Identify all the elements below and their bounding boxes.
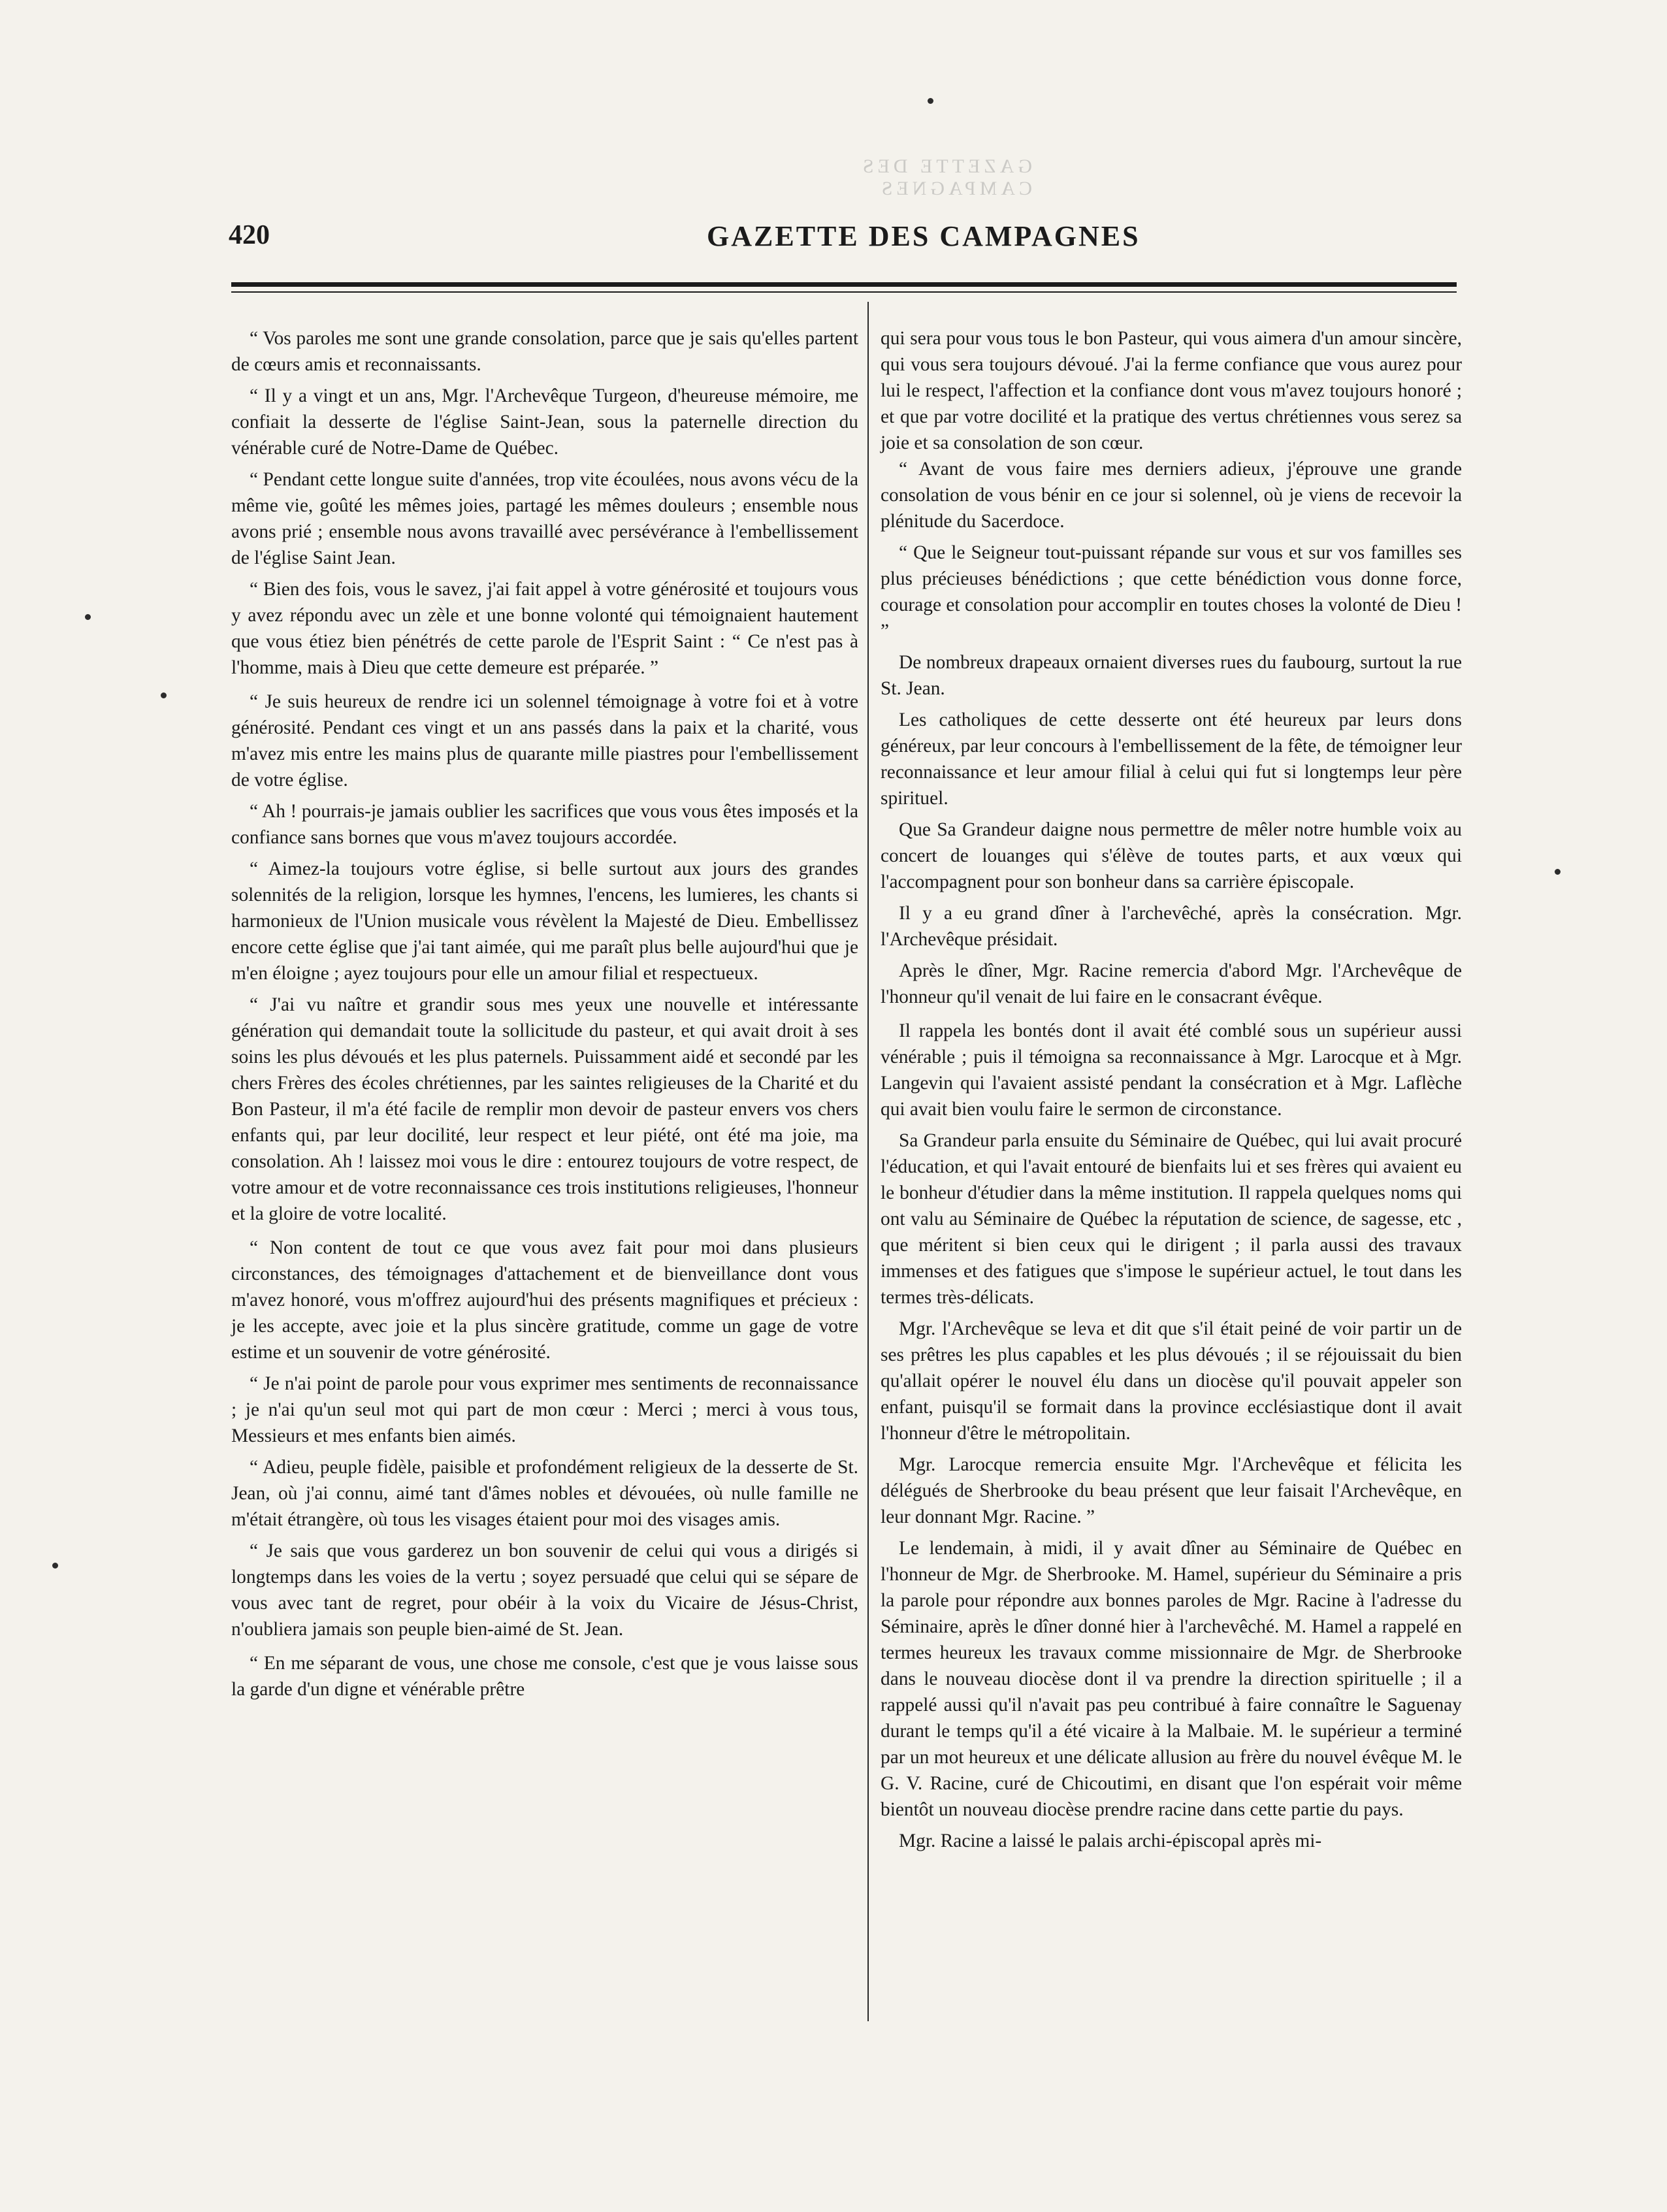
header-rule-thin [231,291,1457,293]
paragraph: Que Sa Grandeur daigne nous permettre de mêler notre humble voix au concert de louanges qui s'élève de toutes parts, et aux vœux qui l'accompagnent pour son bonheur dans sa carrière épiscopale. [881,819,1462,892]
ink-speck [161,692,167,698]
ink-speck [928,98,933,104]
paragraph: Sa Grandeur parla ensuite du Séminaire de Québec, qui lui avait procuré l'éducation, et qui l'avait entouré de bienfaits lui et ses frères qui avaient eu le bonheur d'étudier dans la même institution. Il rappela quelques noms qui ont valu au Séminaire de Québec la réputation de science, de sagesse, etc , que méritent si bien ceux qui le dirigent ; il parla aussi des travaux immenses et des fatigues que s'impose le supérieur actuel, le tout dans les termes très-délicats. [881,1130,1462,1308]
paragraph: “ Aimez-la toujours votre église, si belle surtout aux jours des grandes solennités de la religion, lorsque les hymnes, l'encens, les lumieres, les chants si harmonieux de l'Union musicale vous révèlent la Majesté de Dieu. Embellissez encore cette église que j'ai tant aimée, qui me paraît plus belle aujourd'hui que je m'en éloigne ; ayez toujours pour elle un amour filial et respectueux. [231,858,858,984]
page-number: 420 [229,220,270,250]
paragraph: “ Non content de tout ce que vous avez fait pour moi dans plusieurs circonstances, des témoignages d'attachement et de bienveillance dont vous m'avez honoré, vous m'offrez aujourd'hui des présents magnifiques et précieux : je les accepte, avec joie et la plus sincère gratitude, comme un gage de votre estime et un souvenir de votre générosité. [231,1237,858,1363]
paragraph: “ J'ai vu naître et grandir sous mes yeux une nouvelle et intéressante génération qui demandait toute la sollicitude du pasteur, et qui avait droit à ses soins les plus dévoués et les plus paternels. Puissamment aidé et secondé par les chers Frères des écoles chrétiennes, par les saintes religieuses de la Charité et du Bon Pasteur, il m'a été facile de remplir mon devoir de pasteur envers vos chers enfants qui, par leur docilité, leur respect et leur piété, ont été ma joie, ma consolation. Ah ! laissez moi vous le dire : entourez toujours de votre respect, de votre amour et de votre reconnaissance ces trois institutions religieuses, l'honneur et la gloire de votre localité. [231,994,858,1224]
paragraph: Il rappela les bontés dont il avait été comblé sous un supérieur aussi vénérable ; puis il témoigna sa reconnaissance à Mgr. Larocque et à Mgr. Langevin qui l'avaient assisté pendant la consécration et à Mgr. Laflèche qui avait bien voulu faire le sermon de circonstance. [881,1020,1462,1120]
paragraph: “ Ah ! pourrais-je jamais oublier les sacrifices que vous vous êtes imposés et la confiance sans bornes que vous m'avez toujours accordée. [231,801,858,848]
paragraph: “ Il y a vingt et un ans, Mgr. l'Archevêque Turgeon, d'heureuse mémoire, me confiait la desserte de l'église Saint-Jean, sous la paternelle direction du vénérable curé de Notre-Dame de Québec. [231,385,858,459]
bleed-through-text: GAZETTE DES CAMPAGNES [858,155,1032,199]
ink-speck [1555,869,1561,875]
paragraph: Il y a eu grand dîner à l'archevêché, après la consécration. Mgr. l'Archevêque présidait. [881,903,1462,950]
left-column [231,325,858,1708]
paragraph: Le lendemain, à midi, il y avait dîner au Séminaire de Québec en l'honneur de Mgr. de Sherbrooke. M. Hamel, supérieur du Séminaire a pris la parole pour répondre aux bonnes paroles de Mgr. Racine à l'adresse du Séminaire, après le dîner donné hier à l'archevêché. M. Hamel a rappelé en termes heureux les travaux comme missionnaire de Mgr. de Sherbrooke dans le nouveau diocèse dont il va prendre la direction spirituelle ; il a rappelé aussi qu'il n'avait pas peu contribué à faire connaître le Saguenay durant le temps qu'il a été vicaire à la Malbaie. M. le supérieur a terminé par un mot heureux et une délicate allusion au frère du nouvel évêque M. le G. V. Racine, curé de Chicoutimi, en disant que l'on espérait voir même bientôt un nouveau diocèse prendre racine dans cette partie du pays. [881,1538,1462,1820]
paragraph: “ Que le Seigneur tout-puissant répande sur vous et sur vos familles ses plus précieuses bénédictions ; que cette bénédiction vous donne force, courage et consolation pour accomplir en toutes choses la volonté de Dieu ! ” [881,542,1462,642]
page-header [229,220,1457,259]
paragraph: “ Pendant cette longue suite d'années, trop vite écoulées, nous avons vécu de la même vie, goûté les mêmes joies, partagé les mêmes douleurs ; ensemble nous avons prié ; ensemble nous avons travaillé avec persévérance à l'embellissement de l'église Saint Jean. [231,469,858,568]
paragraph: De nombreux drapeaux ornaient diverses rues du faubourg, surtout la rue St. Jean. [881,652,1462,699]
ink-speck [52,1563,58,1569]
paragraph: “ Bien des fois, vous le savez, j'ai fait appel à votre générosité et toujours vous y avez répondu avec un zèle et une bonne volonté qui témoignaient hautement que vous étiez bien pénétrés de cette parole de l'Esprit Saint : “ Ce n'est pas à l'homme, mais à Dieu que cette demeure est préparée. ” [231,579,858,678]
paragraph: “ Je suis heureux de rendre ici un solennel témoignage à votre foi et à votre générosité. Pendant ces vingt et un ans passés dans la paix et la charité, vous m'avez mis entre les mains plus de quarante mille piastres pour l'embellissement de votre église. [231,691,858,790]
paragraph: qui sera pour vous tous le bon Pasteur, qui vous aimera d'un amour sincère, qui vous sera toujours dévoué. J'ai la ferme confiance que vous aurez pour lui le respect, l'affection et la confiance dont vous m'avez toujours honoré ; et que par votre docilité et la pratique des vertus chrétiennes vous serez sa joie et sa consolation de son cœur. [881,328,1462,453]
paragraph: Mgr. Racine a laissé le palais archi-épiscopal après mi- [899,1830,1322,1851]
journal-title: GAZETTE DES CAMPAGNES [707,220,1141,252]
paragraph: “ Je n'ai point de parole pour vous exprimer mes sentiments de reconnaissance ; je n'ai qu'un seul mot qui part de mon cœur : Merci ; merci à vous tous, Messieurs et mes enfants bien aimés. [231,1373,858,1446]
paragraph: “ Je sais que vous garderez un bon souvenir de celui qui vous a dirigés si longtemps dans les voies de la vertu ; soyez persuadé que celui qui se sépare de vous avec tant de regret, pour obéir à la voix du Vicaire de Jésus-Christ, n'oubliera jamais son peuple bien-aimé de St. Jean. [231,1540,858,1640]
paragraph: Mgr. Larocque remercia ensuite Mgr. l'Archevêque et félicita les délégués de Sherbrooke du beau présent que leur faisait l'Archevêque, en leur donnant Mgr. Racine. ” [881,1454,1462,1527]
right-column [881,325,1462,1859]
paragraph: Mgr. l'Archevêque se leva et dit que s'il était peiné de voir partir un de ses prêtres les plus capables et les plus dévoués ; il se réjouissait du bien qu'allait opérer le nouvel élu dans un diocèse qu'il pouvait appeler son enfant, puisqu'il se formait dans la province ecclésiastique dont il avait l'honneur d'être le métropolitain. [881,1318,1462,1444]
ink-speck [85,614,91,620]
paragraph: “ En me séparant de vous, une chose me console, c'est que je vous laisse sous la garde d'un digne et vénérable prêtre [231,1653,858,1700]
paragraph: Les catholiques de cette desserte ont été heureux par leurs dons généreux, par leur concours à l'embellissement de la fête, de témoigner leur reconnaissance et leur amour filial à celui qui fut si longtemps leur père spirituel. [881,709,1462,809]
paragraph: Après le dîner, Mgr. Racine remercia d'abord Mgr. l'Archevêque de l'honneur qu'il venait de lui faire en le consacrant évêque. [881,960,1462,1007]
column-divider [867,302,869,2021]
paragraph: “ Adieu, peuple fidèle, paisible et profondément religieux de la desserte de St. Jean, où j'ai connu, aimé tant d'âmes nobles et dévouées, où nulle famille ne m'était étrangère, où tous les visages étaient pour moi des visages amis. [231,1457,858,1530]
header-rule-thick [231,282,1457,287]
paragraph: “ Avant de vous faire mes derniers adieux, j'éprouve une grande consolation de vous bénir en ce jour si solennel, où je viens de recevoir la plénitude du Sacerdoce. [881,459,1462,532]
paragraph: “ Vos paroles me sont une grande consolation, parce que je sais qu'elles partent de cœurs amis et reconnaissants. [231,328,858,375]
